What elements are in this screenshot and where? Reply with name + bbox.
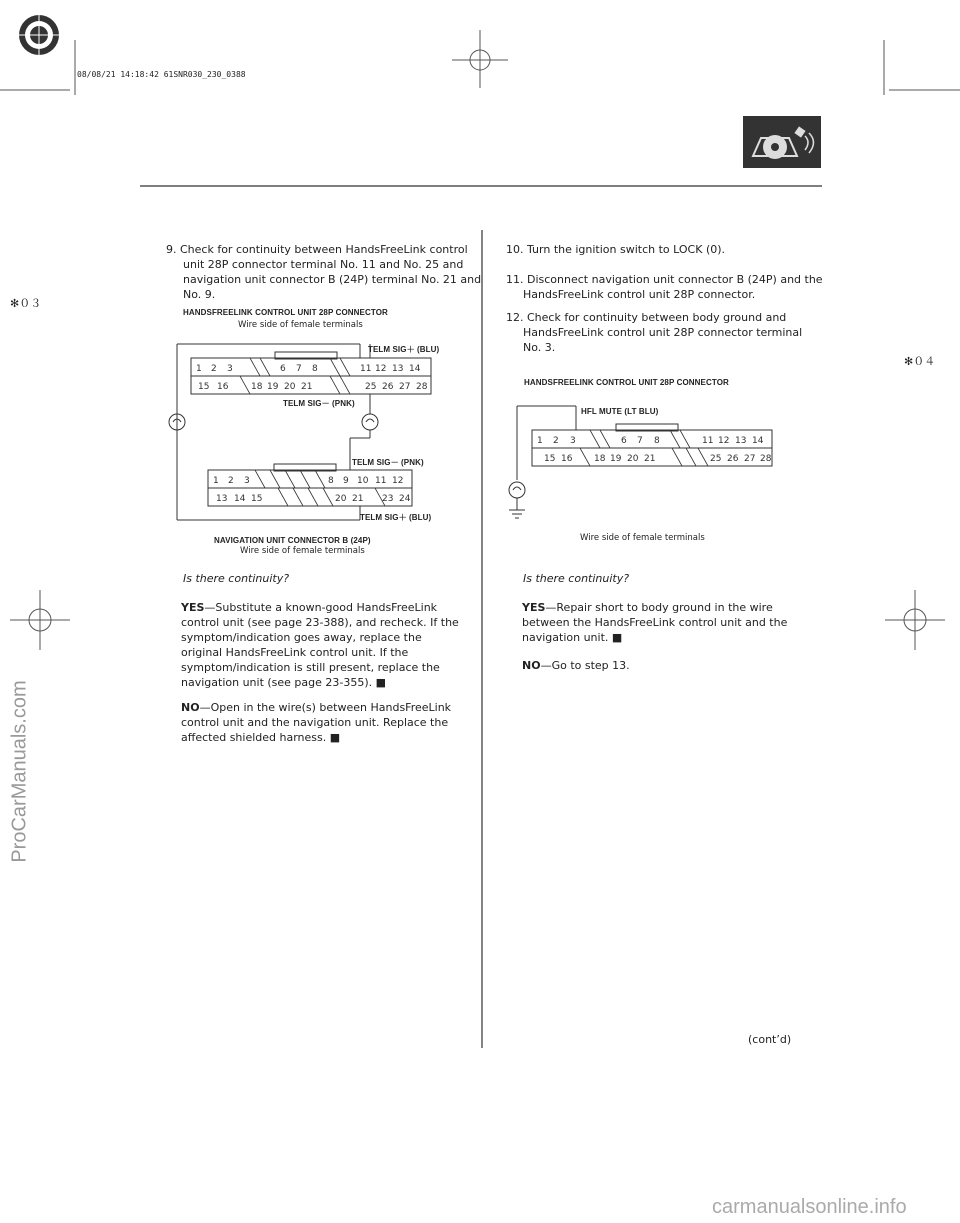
pin: 1 <box>213 476 219 486</box>
pin: 27 <box>744 454 756 464</box>
connector-diagram <box>160 330 480 540</box>
pin: 6 <box>280 364 286 374</box>
pin: 7 <box>296 364 302 374</box>
pin: 20 <box>335 494 347 504</box>
pin: 25 <box>365 382 377 392</box>
pin: 8 <box>654 436 660 446</box>
pin: 12 <box>375 364 387 374</box>
pin: 13 <box>735 436 747 446</box>
sig-label-3: TELM SIG－ (PNK) <box>352 458 424 467</box>
no-answer-right: NO—Go to step 13. <box>522 659 630 672</box>
pin: 15 <box>544 454 556 464</box>
yes-answer-right: YES—Repair short to body ground in the wire between the HandsFreeLink control unit and the navigation unit. ■ <box>522 601 788 644</box>
pin: 19 <box>610 454 622 464</box>
pin: 23 <box>382 494 394 504</box>
left-margin-code: ✻０３ <box>10 297 42 310</box>
pin: 21 <box>644 454 656 464</box>
sig-label-4: TELM SIG＋ (BLU) <box>360 513 432 522</box>
end-square-icon: ■ <box>329 731 341 744</box>
continued-note: (cont’d) <box>748 1033 792 1046</box>
pin: 11 <box>375 476 387 486</box>
hfl-mute-label: HFL MUTE (LT BLU) <box>581 407 659 416</box>
side-watermark: ProCarManuals.com <box>8 680 31 863</box>
pin: 3 <box>244 476 250 486</box>
pin: 7 <box>637 436 643 446</box>
pin: 28 <box>416 382 428 392</box>
end-square-icon: ■ <box>375 676 387 689</box>
pin: 14 <box>752 436 764 446</box>
step-9: 9. Check for continuity between HandsFreeLink control unit 28P connector terminal No. 11 and No. 25 and navigation unit connector B (24P) terminal No. 21 and No. 9. <box>166 243 482 301</box>
pin: 9 <box>343 476 349 486</box>
sig-label-1: TELM SIG＋ (BLU) <box>368 345 440 354</box>
right-diagram-subtitle: Wire side of female terminals <box>580 533 705 543</box>
step-10: 10. Turn the ignition switch to LOCK (0). <box>506 243 726 256</box>
pin: 15 <box>251 494 263 504</box>
pin: 15 <box>198 382 210 392</box>
pin: 14 <box>234 494 246 504</box>
pin: 14 <box>409 364 421 374</box>
registration-target-icon <box>18 14 60 56</box>
pin: 13 <box>216 494 228 504</box>
pin: 10 <box>357 476 369 486</box>
pin: 3 <box>570 436 576 446</box>
pin: 2 <box>211 364 217 374</box>
pin: 24 <box>399 494 411 504</box>
pin: 11 <box>702 436 714 446</box>
footer-watermark: carmanualsonline.info <box>712 1196 907 1218</box>
pin: 2 <box>553 436 559 446</box>
yes-answer-left: YES—Substitute a known-good HandsFreeLink control unit (see page 23-388), and recheck. If the symptom/indication goes away, replace the original HandsFreeLink control unit. If the symptom/indication is still present, replace the navigation unit (see page 23-355). ■ <box>181 601 459 689</box>
pin: 18 <box>594 454 606 464</box>
step-11: 11. Disconnect navigation unit connector B (24P) and the HandsFreeLink control unit 28P connector. <box>506 273 823 301</box>
pin: 21 <box>352 494 364 504</box>
navigation-disc-satellite-icon <box>743 116 821 168</box>
pin: 26 <box>727 454 739 464</box>
pin: 19 <box>267 382 279 392</box>
pin: 11 <box>360 364 372 374</box>
question-left: Is there continuity? <box>183 572 290 585</box>
pin: 8 <box>328 476 334 486</box>
right-margin-code: ✻０４ <box>904 355 936 368</box>
sig-label-2: TELM SIG－ (PNK) <box>283 399 355 408</box>
pin: 21 <box>301 382 313 392</box>
pin: 12 <box>718 436 730 446</box>
nav-connector-subtitle: Wire side of female terminals <box>240 546 365 556</box>
pin: 16 <box>561 454 573 464</box>
no-answer-left: NO—Open in the wire(s) between HandsFreeLink control unit and the navigation unit. Replace the affected shielded harness. ■ <box>181 701 452 744</box>
pin: 20 <box>284 382 296 392</box>
pin: 12 <box>392 476 404 486</box>
right-connector-diagram <box>500 402 790 522</box>
diagram-title: HANDSFREELINK CONTROL UNIT 28P CONNECTOR <box>183 308 388 317</box>
pin: 27 <box>399 382 411 392</box>
right-diagram-title: HANDSFREELINK CONTROL UNIT 28P CONNECTOR <box>524 378 729 387</box>
pin: 16 <box>217 382 229 392</box>
pin: 13 <box>392 364 404 374</box>
question-right: Is there continuity? <box>523 572 630 585</box>
pin: 1 <box>196 364 202 374</box>
step-12: 12. Check for continuity between body ground and HandsFreeLink control unit 28P connector terminal No. 3. <box>506 311 803 354</box>
pin: 3 <box>227 364 233 374</box>
pin: 8 <box>312 364 318 374</box>
pin: 18 <box>251 382 263 392</box>
diagram-subtitle: Wire side of female terminals <box>238 320 363 330</box>
pin: 1 <box>537 436 543 446</box>
pin: 26 <box>382 382 394 392</box>
nav-connector-title: NAVIGATION UNIT CONNECTOR B (24P) <box>214 536 371 545</box>
pin: 28 <box>760 454 772 464</box>
pin: 2 <box>228 476 234 486</box>
end-square-icon: ■ <box>611 631 623 644</box>
pin: 6 <box>621 436 627 446</box>
pin: 25 <box>710 454 722 464</box>
print-timestamp: 08/08/21 14:18:42 61SNR030_230_0388 <box>77 70 246 79</box>
pin: 20 <box>627 454 639 464</box>
